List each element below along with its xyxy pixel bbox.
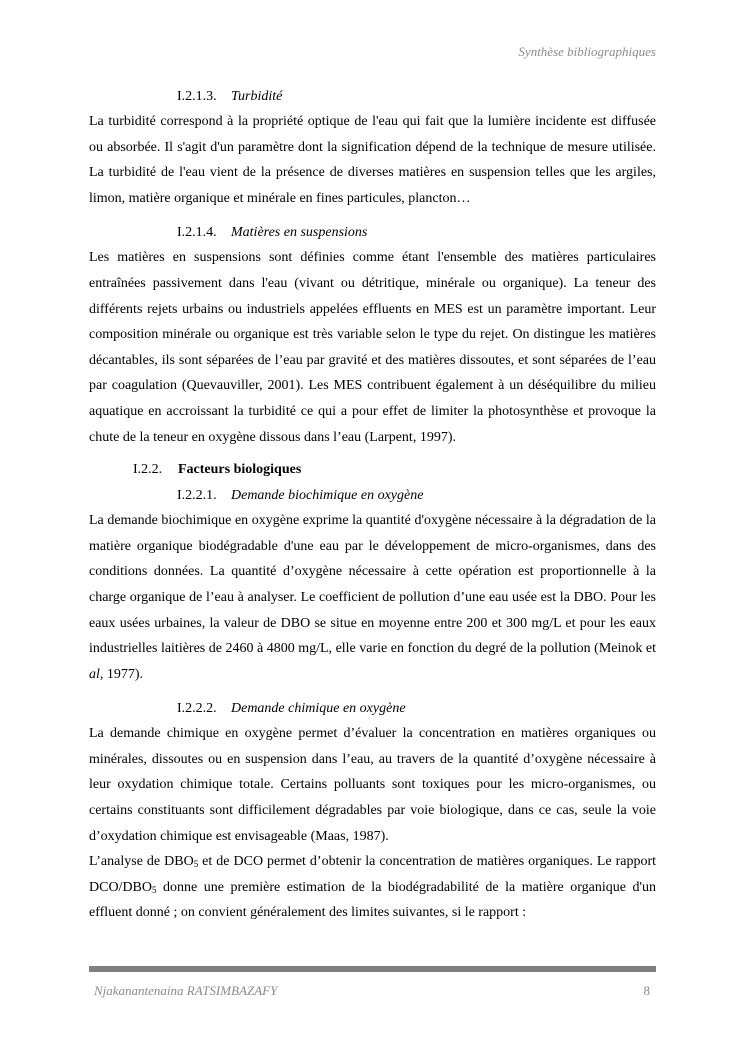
text-run: L’analyse de DBO [89, 854, 194, 870]
paragraph-dco: La demande chimique en oxygène permet d’évaluer la concentration en matières organiques ou minérales, dissoutes ou en suspension dans l’eau, au travers de la quantité d’oxygène nécessaire à leur oxydation chimique totale. Certains polluants sont toxiques pour les micro-organismes, ou certains constituants sont difficilement dégradables par voie biologique, dans ce cas, seule la voie d’oxydation chimique est envisageable (Maas, 1987). [89, 726, 656, 844]
section-number: I.2.2.2. [177, 701, 217, 717]
heading-matieres-suspensions [177, 220, 656, 245]
heading-facteurs-biologiques [133, 457, 656, 483]
footer-author: Njakanantenaina RATSIMBAZAFY [94, 983, 278, 998]
paragraph-dbo [89, 508, 656, 687]
subscript: 5 [193, 859, 199, 870]
subscript: 5 [152, 884, 157, 895]
section-number: I.2.2. [133, 462, 163, 478]
text-run: , 1977). [99, 666, 144, 682]
heading-turbidite [177, 84, 656, 109]
paragraph-rapport-dco-dbo [89, 849, 656, 926]
text-run: et de DCO permet d’obtenir la concentration de matières organiques. Le rapport DCO/DBO [89, 854, 657, 895]
section-title: Matières en suspensions [231, 225, 368, 241]
section-number: I.2.2.1. [177, 488, 217, 504]
page-number: 8 [643, 983, 650, 998]
footer-divider [89, 966, 656, 972]
section-number: I.2.1.3. [177, 89, 217, 104]
paragraph-matieres-suspensions: Les matières en suspensions sont définies comme étant l'ensemble des matières particulaires entraînées passivement dans l'eau (vivant ou détritique, minérale ou organique). La teneur des différents rejets urbains ou industriels appelées effluents en MES est un paramètre important. Leur composition minérale ou organique est très variable selon le type du rejet. On distingue les matières décantables, ils sont séparées de l’eau par gravité et des matières dissoutes, et sont séparées de l’eau par coagulation (Quevauviller, 2001). Les MES contribuent également à un déséquilibre du milieu aquatique en accroissant la turbidité ce qui a pour effet de limiter la photosynthèse et provoque la chute de la teneur en oxygène dissous dans l’eau (Larpent, 1997). [89, 250, 656, 445]
text-run: donne une première estimation de la biodégradabilité de la matière organique d'un effluent donné ; on convient généralement des limites suivantes, si le rapport : [89, 879, 656, 921]
section-title: Demande biochimique en oxygène [231, 488, 424, 504]
running-header: Synthèse bibliographiques [518, 44, 656, 59]
page-content [89, 84, 656, 926]
text-run: La demande biochimique en oxygène exprime la quantité d'oxygène nécessaire à la dégradation de la matière organique biodégradable d'une eau par le développement de micro-organismes, dans des conditions données. La quantité d’oxygène nécessaire à cette opération est proportionnelle à la charge organique de l’eau à analyser. Le coefficient de pollution d’une eau usée est la DBO. Pour les eaux usées urbaines, la valeur de DBO se situe en moyenne entre 200 et 300 mg/L et pour les eaux industrielles laitières de 2460 à 4800 mg/L, elle varie en fonction du degré de la pollution (Meinok et [89, 513, 656, 657]
heading-dco [177, 696, 656, 721]
paragraph-turbidite: La turbidité correspond à la propriété optique de l'eau qui fait que la lumière incidente est diffusée ou absorbée. Il s'agit d'un paramètre dont la signification dépend de la technique de mesure utilisée. La turbidité de l'eau vient de la présence de diverses matières en suspension telles que les argiles, limon, matière organique et minérale en fines particules, plancton… [89, 114, 656, 206]
section-number: I.2.1.4. [177, 225, 217, 241]
section-title: Facteurs biologiques [178, 462, 302, 478]
text-run-italic: al [89, 666, 100, 682]
section-title: Turbidité [231, 89, 283, 104]
section-title: Demande chimique en oxygène [231, 701, 406, 717]
heading-dbo [177, 483, 656, 508]
